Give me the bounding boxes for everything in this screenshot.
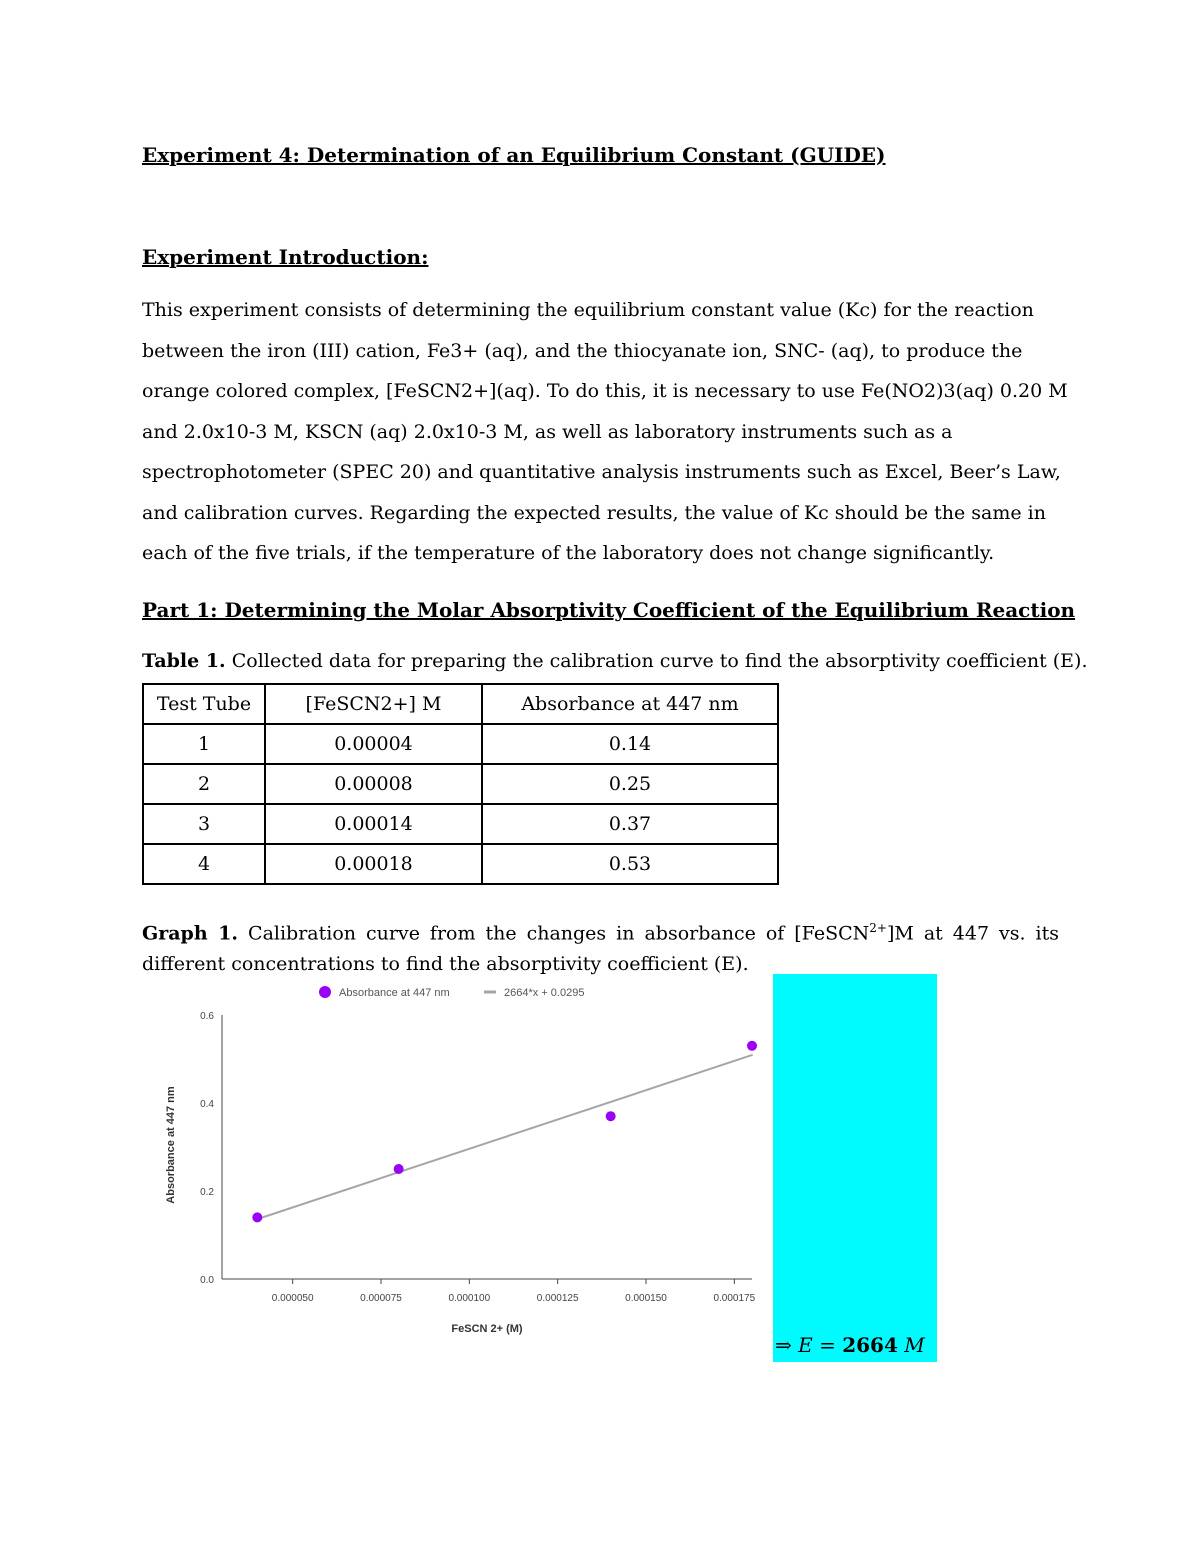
table-caption-label: Table 1.	[142, 650, 226, 672]
equation-lhs: E	[798, 1333, 813, 1357]
table-cell: 0.37	[482, 804, 778, 844]
calibration-table	[142, 683, 779, 885]
implies-arrow: ⇒	[775, 1333, 792, 1357]
data-point	[747, 1041, 757, 1051]
x-tick-label: 0.000150	[625, 1293, 667, 1304]
graph-caption-label: Graph 1.	[142, 922, 239, 945]
intro-line: each of the five trials, if the temperature of the laboratory does not change significantly.	[142, 542, 995, 564]
trendline	[257, 1055, 752, 1219]
legend-point-marker	[319, 986, 331, 998]
y-axis-label: Absorbance at 447 nm	[165, 1086, 177, 1204]
table-cell: 0.53	[482, 844, 778, 884]
graph-caption-text-end: ]M at 447 vs. its different concentrations to find the absorptivity coefficient (E).	[142, 922, 1059, 976]
calibration-chart	[160, 975, 760, 1345]
table-row	[143, 804, 778, 844]
graph-caption-superscript: 2+	[869, 921, 887, 935]
table-cell: 3	[143, 804, 265, 844]
intro-line: This experiment consists of determining the equilibrium constant value (Kc) for the reaction	[142, 299, 1034, 321]
x-tick-label: 0.000125	[536, 1293, 579, 1304]
table-caption	[142, 650, 1088, 672]
y-tick-label: 0.6	[200, 1011, 214, 1022]
table-cell: 0.00018	[265, 844, 482, 884]
table-cell: 0.00014	[265, 804, 482, 844]
intro-heading: Experiment Introduction:	[142, 245, 429, 269]
y-tick-label: 0.0	[200, 1275, 214, 1286]
table-row	[143, 764, 778, 804]
intro-paragraph	[142, 290, 1072, 574]
equation-value: 2664	[842, 1333, 898, 1357]
absorptivity-result	[775, 1333, 925, 1357]
y-tick-label: 0.2	[200, 1187, 214, 1198]
chart-legend	[319, 986, 584, 999]
document-title: Experiment 4: Determination of an Equilibrium Constant (GUIDE)	[142, 143, 886, 167]
data-point	[252, 1212, 262, 1222]
table-cell: 4	[143, 844, 265, 884]
y-tick-label: 0.4	[200, 1099, 214, 1110]
table-row	[143, 724, 778, 764]
table-cell: 0.14	[482, 724, 778, 764]
graph-caption	[142, 913, 1059, 980]
x-tick-label: 0.000175	[713, 1293, 756, 1304]
x-tick-label: 0.000075	[360, 1293, 402, 1304]
table-cell: 0.00008	[265, 764, 482, 804]
intro-line: orange colored complex, [FeSCN2+](aq). To do this, it is necessary to use Fe(NO2)3(aq) 0.20 M	[142, 380, 1068, 402]
table-cell: 0.25	[482, 764, 778, 804]
x-tick-label: 0.000100	[448, 1293, 491, 1304]
table-header-row	[143, 684, 778, 724]
x-axis-label: FeSCN 2+ (M)	[451, 1323, 523, 1335]
table-cell: 2	[143, 764, 265, 804]
table-header-cell: [FeSCN2+] M	[265, 684, 482, 724]
x-tick-label: 0.000050	[271, 1293, 314, 1304]
intro-line: between the iron (III) cation, Fe3+ (aq), and the thiocyanate ion, SNC- (aq), to produce the	[142, 339, 1023, 362]
legend-series-label: Absorbance at 447 nm	[339, 987, 450, 999]
intro-line: and calibration curves. Regarding the expected results, the value of Kc should be the same in	[142, 501, 1046, 524]
graph-caption-text: Calibration curve from the changes in absorbance of [FeSCN	[238, 922, 870, 945]
intro-line: spectrophotometer (SPEC 20) and quantitative analysis instruments such as Excel, Beer’s Law,	[142, 461, 1061, 483]
data-point	[606, 1111, 616, 1121]
intro-line: and 2.0x10-3 M, KSCN (aq) 2.0x10-3 M, as well as laboratory instruments such as a	[142, 420, 953, 443]
table-cell: 0.00004	[265, 724, 482, 764]
part1-heading: Part 1: Determining the Molar Absorptivity Coefficient of the Equilibrium Reaction	[142, 598, 1076, 622]
table-cell: 1	[143, 724, 265, 764]
data-point	[394, 1164, 404, 1174]
legend-trendline-label: 2664*x + 0.0295	[504, 987, 585, 999]
equation-equals: =	[819, 1333, 836, 1357]
table-caption-text: Collected data for preparing the calibration curve to find the absorptivity coefficient (E).	[225, 650, 1088, 672]
table-header-cell: Absorbance at 447 nm	[482, 684, 778, 724]
table-header-cell: Test Tube	[143, 684, 265, 724]
highlight-box	[773, 974, 937, 1362]
table-row	[143, 844, 778, 884]
equation-unit: M	[904, 1333, 925, 1357]
